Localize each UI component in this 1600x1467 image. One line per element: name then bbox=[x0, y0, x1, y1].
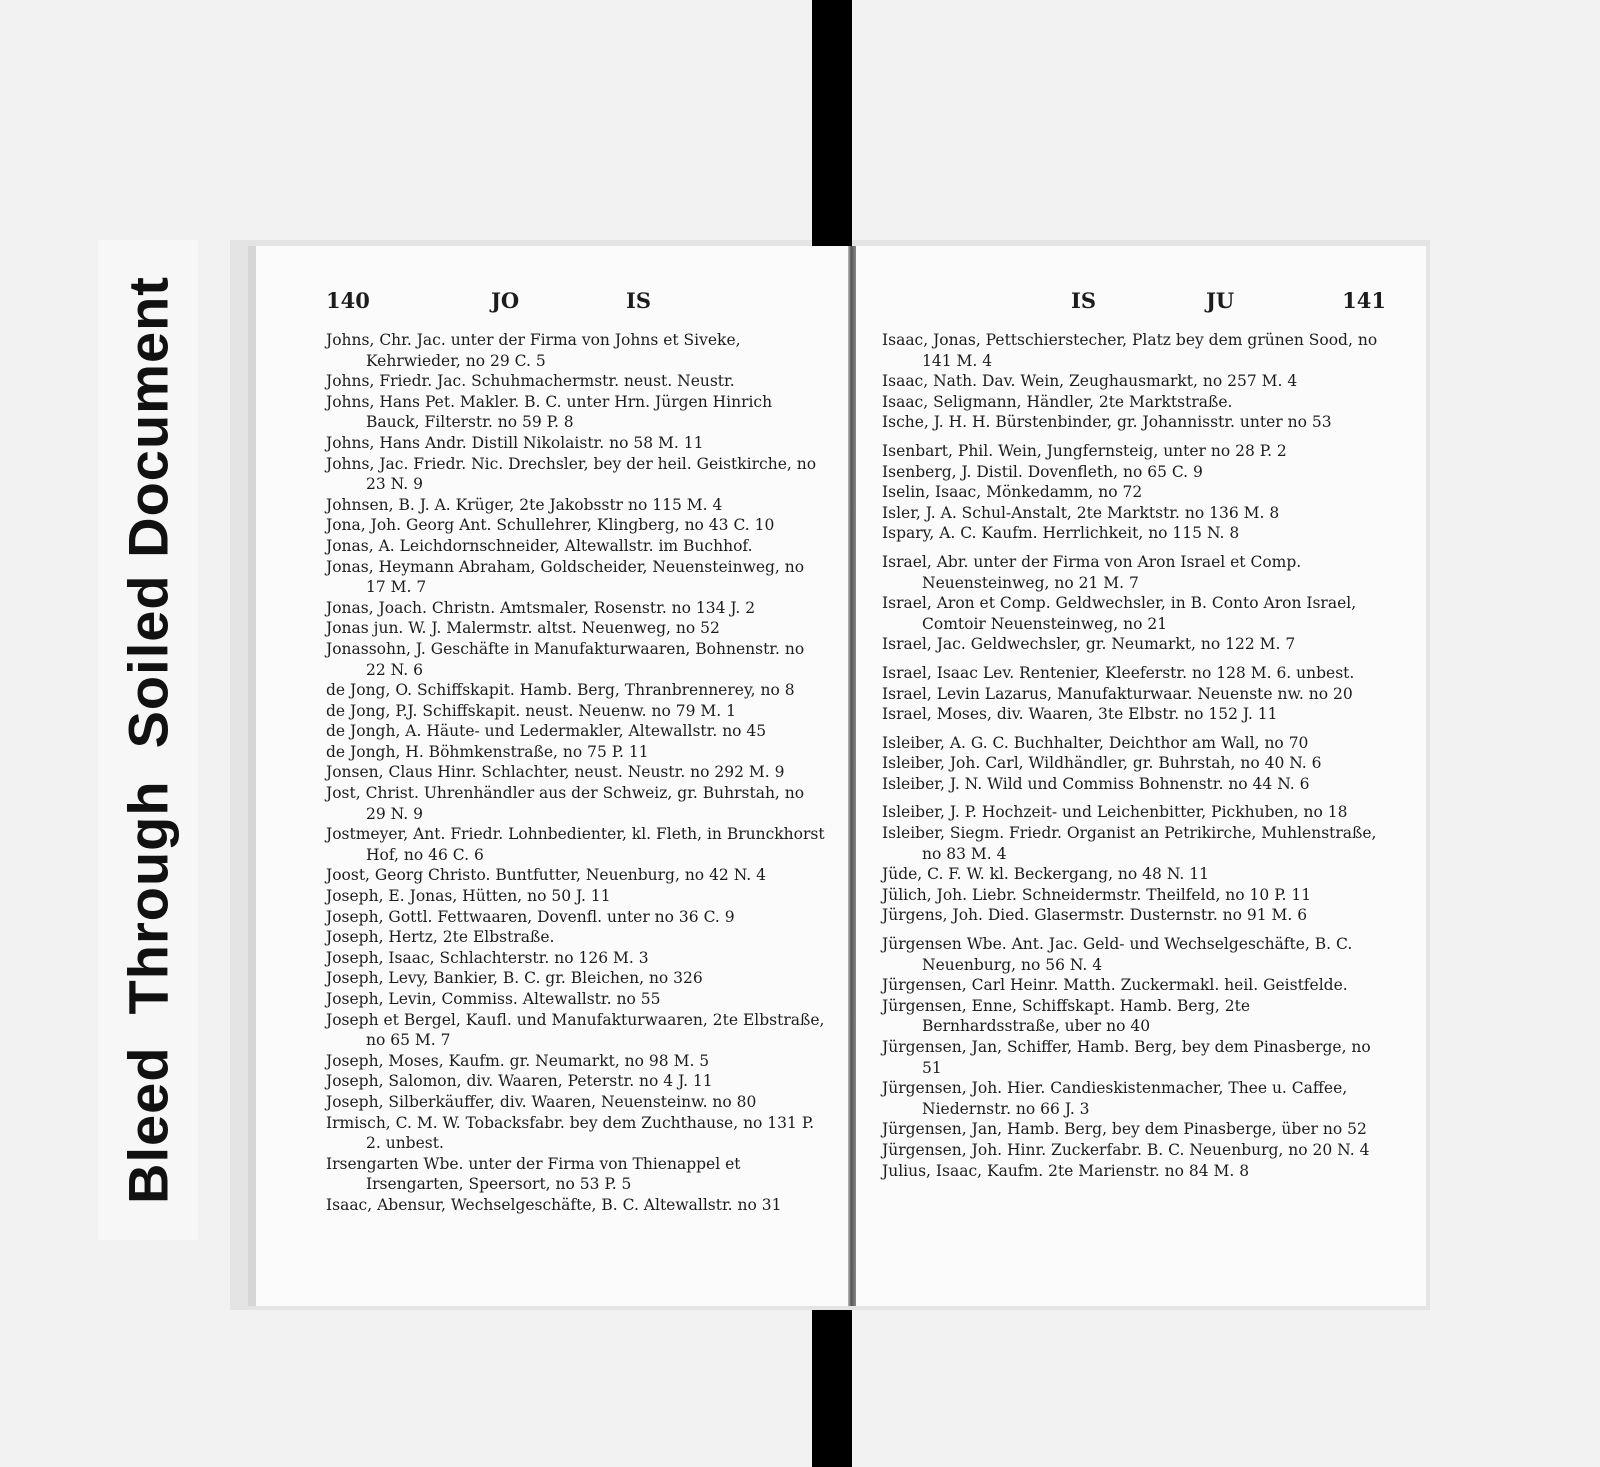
directory-entry: Jonsen, Claus Hinr. Schlachter, neust. Neustr. no 292 M. 9 bbox=[326, 763, 785, 782]
directory-entry: Joseph, Gottl. Fettwaaren, Dovenfl. unter no 36 C. 9 bbox=[326, 907, 735, 926]
binding-strap-bottom bbox=[812, 1310, 852, 1467]
running-head-right: JU bbox=[1206, 288, 1235, 313]
directory-entry: de Jong, O. Schiffskapit. Hamb. Berg, Thranbrennerey, no 8 bbox=[326, 681, 795, 700]
directory-entry: Jürgensen, Jan, Schiffer, Hamb. Berg, bey dem Pinasberge, no 51 bbox=[882, 1038, 1371, 1077]
directory-entry: Jostmeyer, Ant. Friedr. Lohnbedienter, kl. Fleth, in Brunckhorst Hof, no 46 C. 6 bbox=[326, 825, 825, 864]
directory-entry: Isenberg, J. Distil. Dovenfleth, no 65 C. 9 bbox=[882, 462, 1203, 481]
directory-entry: Jürgensen Wbe. Ant. Jac. Geld- und Wechselgeschäfte, B. C. Neuenburg, no 56 N. 4 bbox=[882, 935, 1353, 974]
binding-strap-top bbox=[812, 0, 852, 246]
directory-entry: Isleiber, A. G. C. Buchhalter, Deichthor am Wall, no 70 bbox=[882, 733, 1309, 752]
page-number: 141 bbox=[1342, 288, 1386, 313]
directory-entry: Israel, Isaac Lev. Rentenier, Kleeferstr. no 128 M. 6. unbest. bbox=[882, 663, 1355, 682]
right-page-header bbox=[926, 288, 1386, 322]
stamp-word-bleed: Bleed bbox=[116, 1046, 180, 1204]
directory-entry: Ische, J. H. H. Bürstenbinder, gr. Johannisstr. unter no 53 bbox=[882, 413, 1332, 432]
directory-entry: Johns, Jac. Friedr. Nic. Drechsler, bey der heil. Geistkirche, no 23 N. 9 bbox=[326, 454, 817, 494]
directory-entry: Jürgensen, Carl Heinr. Matth. Zuckermakl. heil. Geistfelde. bbox=[882, 976, 1348, 995]
directory-entry: Isenbart, Phil. Wein, Jungfernsteig, unter no 28 P. 2 bbox=[882, 441, 1287, 460]
directory-entries bbox=[882, 330, 1392, 1181]
directory-entry: Isleiber, Joh. Carl, Wildhändler, gr. Buhrstah, no 40 N. 6 bbox=[882, 754, 1322, 773]
stamp-word-through: Through bbox=[116, 780, 180, 1015]
directory-entry: Jonas jun. W. J. Malermstr. altst. Neuenweg, no 52 bbox=[326, 619, 720, 638]
directory-entry: Jürgensen, Enne, Schiffskapt. Hamb. Berg, 2te Bernhardsstraße, uber no 40 bbox=[882, 996, 1251, 1036]
directory-entry: Iselin, Isaac, Mönkedamm, no 72 bbox=[882, 483, 1143, 502]
directory-entry: Jost, Christ. Uhrenhändler aus der Schweiz, gr. Buhrstah, no 29 N. 9 bbox=[326, 784, 805, 823]
directory-entries bbox=[326, 330, 826, 1216]
directory-entry: Johns, Friedr. Jac. Schuhmachermstr. neust. Neustr. bbox=[326, 372, 735, 391]
directory-entry: Irmisch, C. M. W. Tobacksfabr. bey dem Zuchthause, no 131 P. 2. unbest. bbox=[326, 1113, 815, 1153]
directory-entry: Israel, Abr. unter der Firma von Aron Israel et Comp. Neuensteinweg, no 21 M. 7 bbox=[882, 552, 1302, 592]
directory-entry: Julius, Isaac, Kaufm. 2te Marienstr. no 84 M. 8 bbox=[882, 1161, 1250, 1180]
directory-entry: Isler, J. A. Schul-Anstalt, 2te Marktstr. no 136 M. 8 bbox=[882, 503, 1280, 522]
directory-entry: Jürgensen, Joh. Hier. Candieskistenmacher, Thee u. Caffee, Niedernstr. no 66 J. 3 bbox=[882, 1079, 1348, 1118]
directory-entry: Joseph, Silberkäuffer, div. Waaren, Neuensteinw. no 80 bbox=[326, 1092, 757, 1111]
directory-entry: Joseph, Isaac, Schlachterstr. no 126 M. 3 bbox=[326, 948, 649, 967]
directory-entry: Jonassohn, J. Geschäfte in Manufakturwaaren, Bohnenstr. no 22 N. 6 bbox=[326, 639, 805, 679]
directory-entry: Irsengarten Wbe. unter der Firma von Thienappel et Irsengarten, Speersort, no 53 P. 5 bbox=[326, 1154, 741, 1194]
directory-entry: Isleiber, J. P. Hochzeit- und Leichenbitter, Pickhuben, no 18 bbox=[882, 803, 1348, 822]
directory-entry: Joseph, Salomon, div. Waaren, Peterstr. no 4 J. 11 bbox=[326, 1072, 713, 1091]
directory-entry: Israel, Moses, div. Waaren, 3te Elbstr. no 152 J. 11 bbox=[882, 705, 1278, 724]
directory-entry: Jürgens, Joh. Died. Glasermstr. Dusternstr. no 91 M. 6 bbox=[882, 906, 1308, 925]
directory-entry: Isleiber, J. N. Wild und Commiss Bohnenstr. no 44 N. 6 bbox=[882, 774, 1310, 793]
directory-entry: Israel, Jac. Geldwechsler, gr. Neumarkt, no 122 M. 7 bbox=[882, 635, 1296, 654]
directory-entry: Jonas, A. Leichdornschneider, Altewallstr. im Buchhof. bbox=[326, 536, 753, 555]
directory-entry: Joseph et Bergel, Kaufl. und Manufakturwaaren, 2te Elbstraße, no 65 M. 7 bbox=[326, 1010, 825, 1050]
directory-entry: de Jongh, H. Böhmkenstraße, no 75 P. 11 bbox=[326, 742, 649, 761]
running-head-left: IS bbox=[1071, 288, 1096, 313]
running-head-left: JO bbox=[491, 288, 520, 313]
directory-entry: Isaac, Nath. Dav. Wein, Zeughausmarkt, no 257 M. 4 bbox=[882, 372, 1298, 391]
directory-entry: Jüde, C. F. W. kl. Beckergang, no 48 N. 11 bbox=[882, 865, 1209, 884]
directory-entry: Jona, Joh. Georg Ant. Schullehrer, Klingberg, no 43 C. 10 bbox=[326, 516, 775, 535]
directory-entry: Ispary, A. C. Kaufm. Herrlichkeit, no 115 N. 8 bbox=[882, 524, 1240, 543]
directory-entry: Johns, Chr. Jac. unter der Firma von Johns et Siveke, Kehrwieder, no 29 C. 5 bbox=[326, 331, 741, 370]
directory-entry: Isaac, Abensur, Wechselgeschäfte, B. C. Altewallstr. no 31 bbox=[326, 1195, 782, 1214]
directory-entry: de Jongh, A. Häute- und Ledermakler, Altewallstr. no 45 bbox=[326, 722, 767, 741]
directory-entry: Jonas, Joach. Christn. Amtsmaler, Rosenstr. no 134 J. 2 bbox=[326, 598, 756, 617]
running-head-right: IS bbox=[626, 288, 651, 313]
directory-entry: Jürgensen, Joh. Hinr. Zuckerfabr. B. C. Neuenburg, no 20 N. 4 bbox=[882, 1140, 1370, 1159]
directory-entry: Jürgensen, Jan, Hamb. Berg, bey dem Pinasberge, über no 52 bbox=[882, 1120, 1367, 1139]
directory-entry: Isaac, Seligmann, Händler, 2te Marktstraße. bbox=[882, 392, 1233, 411]
directory-entry: Joseph, Levin, Commiss. Altewallstr. no 55 bbox=[326, 990, 661, 1008]
right-page bbox=[856, 246, 1426, 1306]
stamp-word-soiled-document: Soiled Document bbox=[116, 276, 180, 749]
directory-entry: Israel, Aron et Comp. Geldwechsler, in B. Conto Aron Israel, Comtoir Neuensteinweg, no 21 bbox=[882, 594, 1357, 633]
directory-entry: Isleiber, Siegm. Friedr. Organist an Petrikirche, Muhlenstraße, no 83 M. 4 bbox=[882, 824, 1377, 863]
page-number: 140 bbox=[326, 288, 370, 313]
directory-entry: Joseph, Hertz, 2te Elbstraße. bbox=[326, 928, 555, 947]
left-page bbox=[248, 246, 856, 1306]
directory-entry: Israel, Levin Lazarus, Manufakturwaar. Neuenste nw. no 20 bbox=[882, 684, 1353, 703]
bleed-through-stamp bbox=[116, 260, 181, 1220]
directory-entry: Joost, Georg Christo. Buntfutter, Neuenburg, no 42 N. 4 bbox=[326, 866, 767, 885]
book-gutter bbox=[848, 246, 856, 1306]
directory-entry: Jülich, Joh. Liebr. Schneidermstr. Theilfeld, no 10 P. 11 bbox=[882, 885, 1312, 904]
left-page-header bbox=[326, 288, 816, 322]
directory-entry: de Jong, P.J. Schiffskapit. neust. Neuenw. no 79 M. 1 bbox=[326, 701, 737, 720]
directory-entry: Johns, Hans Andr. Distill Nikolaistr. no 58 M. 11 bbox=[326, 433, 704, 452]
directory-entry: Johnsen, B. J. A. Krüger, 2te Jakobsstr no 115 M. 4 bbox=[326, 495, 723, 514]
directory-entry: Isaac, Jonas, Pettschierstecher, Platz bey dem grünen Sood, no 141 M. 4 bbox=[882, 331, 1378, 370]
directory-entry: Joseph, Moses, Kaufm. gr. Neumarkt, no 98 M. 5 bbox=[326, 1051, 710, 1070]
directory-entry: Joseph, Levy, Bankier, B. C. gr. Bleichen, no 326 bbox=[326, 969, 703, 988]
directory-entry: Jonas, Heymann Abraham, Goldscheider, Neuensteinweg, no 17 M. 7 bbox=[326, 557, 805, 597]
directory-entry: Joseph, E. Jonas, Hütten, no 50 J. 11 bbox=[326, 887, 611, 906]
directory-entry: Johns, Hans Pet. Makler. B. C. unter Hrn. Jürgen Hinrich Bauck, Filterstr. no 59 P. 8 bbox=[326, 392, 773, 432]
